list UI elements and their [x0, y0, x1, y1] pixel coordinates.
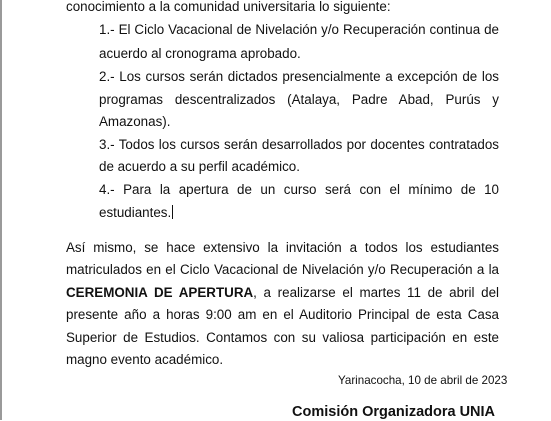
list-item-3-line-1: 3.- Todos los cursos serán desarrollados por docentes contratados — [99, 137, 499, 152]
paragraph-line-5: Superior de Estudios. Contamos con su valiosa participación en este — [66, 330, 499, 345]
paragraph-line-3 — [66, 284, 499, 302]
paragraph-line-4: presente año a horas 9:00 am en el Auditorio Principal de esta Casa — [66, 307, 499, 322]
intro-line: conocimiento a la comunidad universitaria lo siguiente: — [66, 0, 391, 14]
signature: Comisión Organizadora UNIA — [292, 404, 496, 420]
paragraph-line-6: magno evento académico. — [66, 352, 224, 367]
paragraph-line-3-rest: , a realizarse el martes 11 de abril del — [253, 285, 500, 300]
text-cursor — [172, 205, 173, 219]
date-line: Yarinacocha, 10 de abril de 2023 — [338, 374, 508, 387]
list-item-2-line-2: programas descentralizados (Atalaya, Padre Abad, Purús y — [99, 92, 499, 107]
ceremony-title: CEREMONIA DE APERTURA — [66, 285, 254, 300]
list-item-4-line-2-text: estudiantes. — [99, 205, 172, 220]
list-item-4-line-1: 4.- Para la apertura de un curso será con el mínimo de 10 — [99, 182, 499, 197]
list-item-1-line-2: acuerdo al cronograma aprobado. — [99, 46, 301, 61]
list-item-2-line-3: Amazonas). — [99, 114, 171, 129]
list-item-4-line-2 — [99, 204, 173, 222]
list-item-2-line-1: 2.- Los cursos serán dictados presencialmente a excepción de los — [99, 69, 499, 84]
paragraph-line-2: matriculados en el Ciclo Vacacional de Nivelación y/o Recuperación a la — [66, 262, 499, 277]
list-item-1-line-1: 1.- El Ciclo Vacacional de Nivelación y/o Recuperación continua de — [99, 22, 499, 37]
paragraph-line-1: Así mismo, se hace extensivo la invitación a todos los estudiantes — [66, 240, 499, 255]
page-left-border — [0, 0, 2, 420]
list-item-3-line-2: de acuerdo a su perfil académico. — [99, 159, 300, 174]
